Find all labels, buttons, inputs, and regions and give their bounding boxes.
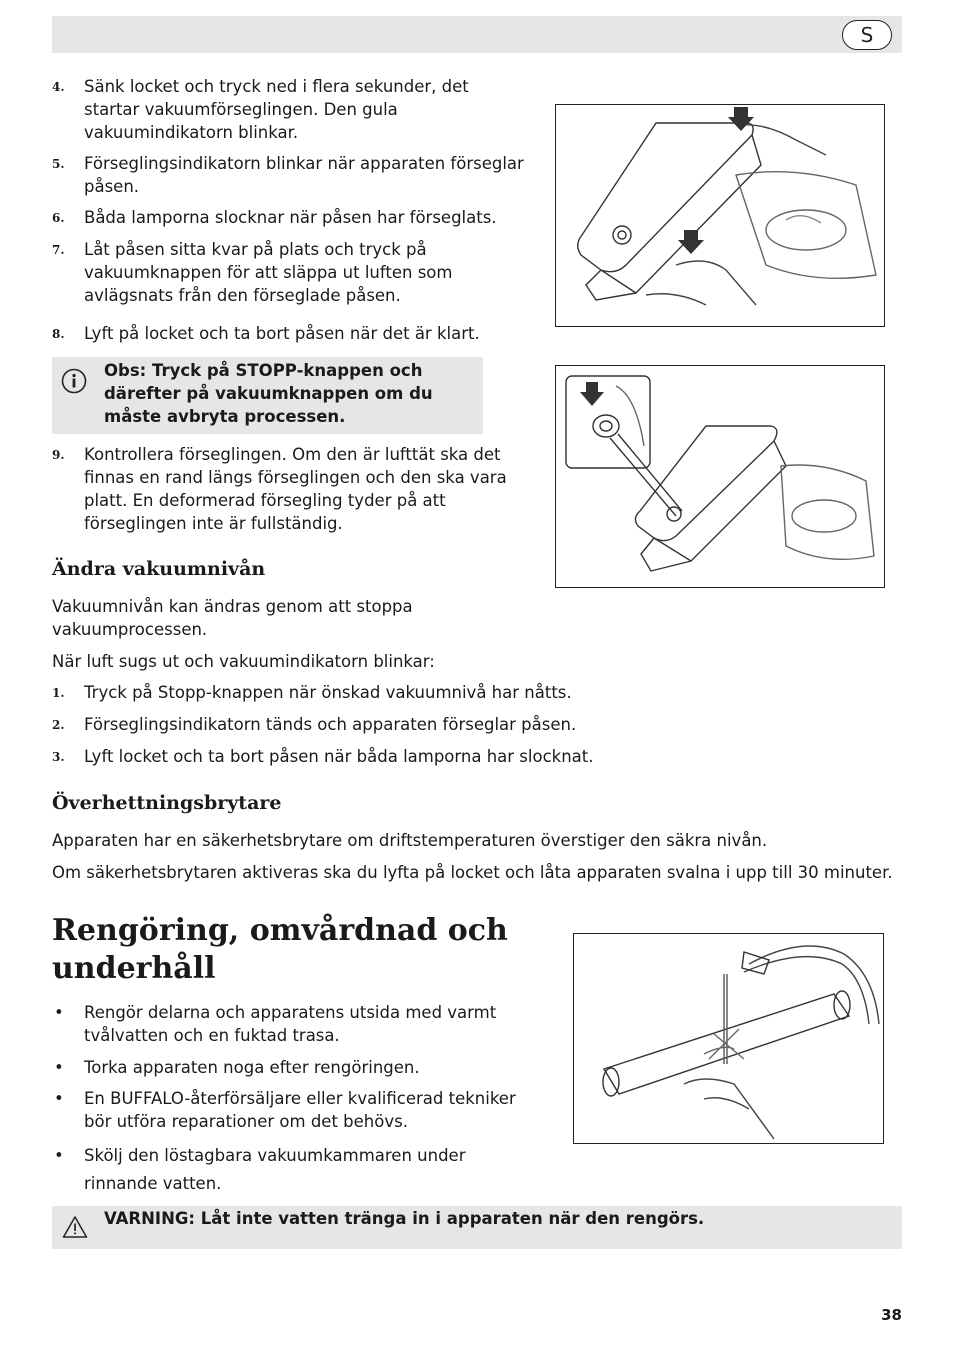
vacuum-step-2: 2. Förseglingsindikatorn tänds och apparaten förseglar påsen. (52, 715, 577, 734)
cleaning-heading: Rengöring, omvårdnad och underhåll (52, 913, 508, 986)
info-icon (60, 367, 88, 395)
step-8: 8. Lyft på locket och ta bort påsen när det är klart. (52, 324, 480, 343)
overheat-p2: Om säkerhetsbrytaren aktiveras ska du lyfta på locket och låta apparaten svalna i upp till 30 minuter. (52, 863, 893, 882)
rinsing-illustration (574, 934, 883, 1143)
vacuum-p1: Vakuumnivån kan ändras genom att stoppa vakuumprocessen. (52, 597, 413, 639)
warning-icon (62, 1215, 88, 1239)
step-7: 7. Låt påsen sitta kvar på plats och tryck på vakuumknappen för att släppa ut luften som avlägsnats från den förseglade påsen. (52, 240, 453, 305)
bullet-item: • Skölj den löstagbara vakuumkammaren under rinnande vatten. (54, 1146, 466, 1193)
vacuum-sealer-button-illustration (556, 366, 884, 587)
page-number: 38 (881, 1306, 902, 1324)
warning-box (52, 1206, 902, 1249)
note-text: Obs: Tryck på STOPP-knappen och därefter på vakuumknappen om du måste avbryta processen. (104, 361, 433, 426)
overheat-p1: Apparaten har en säkerhetsbrytare om driftstemperaturen överstiger den säkra nivån. (52, 831, 768, 850)
bullet-item: • Rengör delarna och apparatens utsida med varmt tvålvatten och en fuktad trasa. (54, 1003, 497, 1045)
step-5: 5. Förseglingsindikatorn blinkar när apparaten förseglar påsen. (52, 154, 524, 196)
figure-pressing-lid (555, 104, 885, 327)
figure-rinsing-chamber (573, 933, 884, 1144)
header-bar (52, 16, 902, 53)
bullet-item: • Torka apparaten noga efter rengöringen. (54, 1058, 420, 1077)
overheat-heading: Överhettningsbrytare (52, 792, 282, 814)
vacuum-heading: Ändra vakuumnivån (52, 558, 266, 580)
figure-button-detail (555, 365, 885, 588)
vacuum-sealer-illustration (556, 105, 884, 326)
note-box (52, 357, 483, 434)
vacuum-p2: När luft sugs ut och vakuumindikatorn blinkar: (52, 652, 435, 671)
vacuum-step-1: 1. Tryck på Stopp-knappen när önskad vakuumnivå har nåtts. (52, 683, 572, 702)
vacuum-step-3: 3. Lyft locket och ta bort påsen när båda lamporna har slocknat. (52, 747, 594, 766)
step-9: 9. Kontrollera förseglingen. Om den är lufttät ska det finnas en rand längs förseglingen och den ska vara platt. En deformerad försegling tyder på att förseglingen inte är fullständig. (52, 445, 507, 533)
step-4: 4. Sänk locket och tryck ned i flera sekunder, det startar vakuumförseglingen. Den gula vakuumindikatorn blinkar. (52, 77, 469, 142)
warning-text: VARNING: Låt inte vatten tränga in i apparaten när den rengörs. (104, 1209, 705, 1228)
step-6: 6. Båda lamporna slocknar när påsen har förseglats. (52, 208, 497, 227)
bullet-item: • En BUFFALO-återförsäljare eller kvalificerad tekniker bör utföra reparationer om det behövs. (54, 1089, 516, 1131)
language-badge: S (842, 20, 892, 50)
